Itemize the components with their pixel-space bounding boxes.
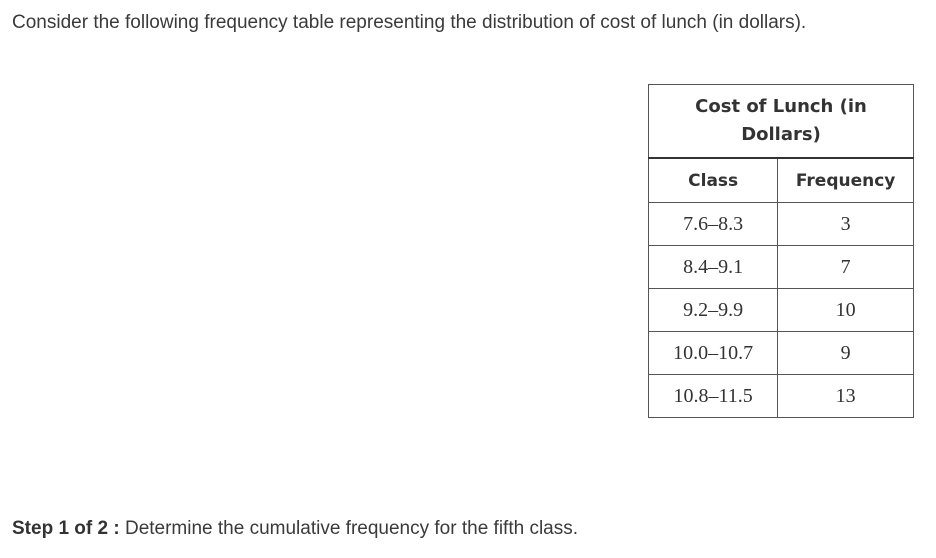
step-prompt [12, 516, 578, 542]
step-instruction: Determine the cumulative frequency for the fifth class. [124, 518, 579, 539]
table-row [649, 375, 914, 418]
table-title-cell [649, 85, 914, 159]
table-row [649, 246, 914, 289]
table-header-row [649, 158, 914, 203]
table-row [649, 203, 914, 246]
frequency-cell: 3 [778, 203, 914, 246]
table-title: Cost of Lunch (in Dollars) [695, 96, 867, 145]
frequency-cell: 9 [778, 332, 914, 375]
frequency-cell: 13 [778, 375, 914, 418]
column-header-frequency: Frequency [778, 158, 914, 203]
frequency-cell: 7 [778, 246, 914, 289]
step-label: Step 1 of 2 : [12, 518, 120, 539]
class-cell: 10.0–10.7 [649, 332, 778, 375]
class-cell: 10.8–11.5 [649, 375, 778, 418]
frequency-cell: 10 [778, 289, 914, 332]
class-cell: 7.6–8.3 [649, 203, 778, 246]
class-cell: 8.4–9.1 [649, 246, 778, 289]
table-title-row [649, 85, 914, 159]
class-cell: 9.2–9.9 [649, 289, 778, 332]
question-text: Consider the following frequency table representing the distribution of cost of lunch (in dollars). [12, 12, 807, 33]
column-header-class: Class [649, 158, 778, 203]
frequency-table [648, 84, 914, 418]
table-row [649, 332, 914, 375]
table-row [649, 289, 914, 332]
